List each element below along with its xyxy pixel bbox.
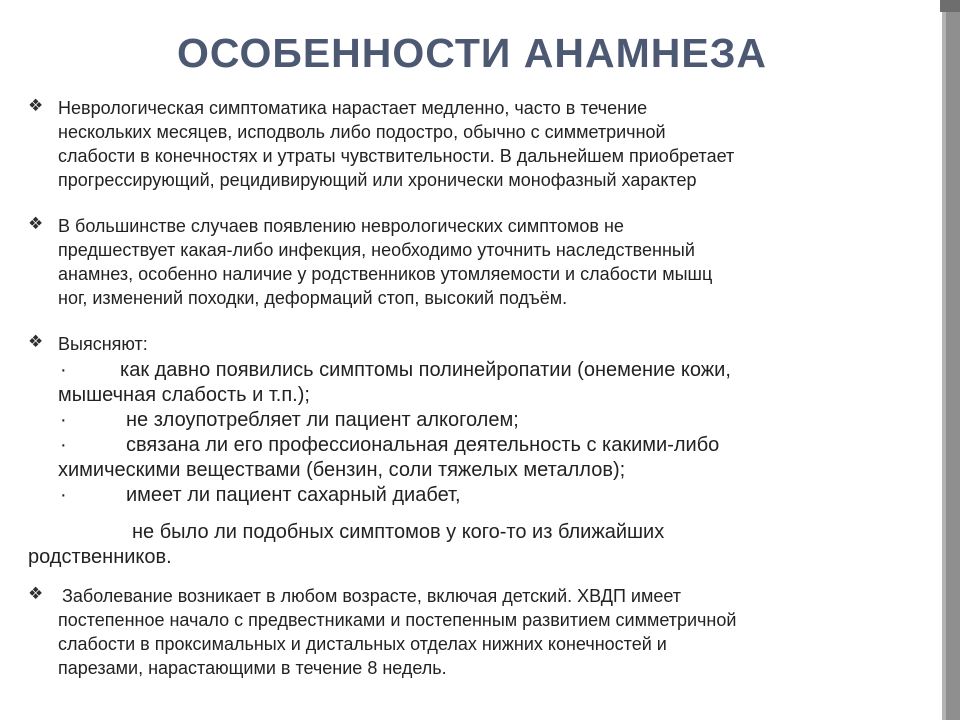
list-item-text: как давно появились симптомы полинейропатии (онемение кожи, (120, 359, 731, 381)
diamond-bullet-icon: ❖ (28, 214, 44, 233)
list-item-text: связана ли его профессиональная деятельность с какими-либо (126, 434, 720, 456)
diamond-bullet-icon: ❖ (28, 332, 44, 351)
bullet-paragraph-1 (28, 96, 928, 192)
paragraph-1-text (58, 96, 928, 192)
paragraph-line: слабости в конечностях и утраты чувствительности. В дальнейшем приобретает (58, 146, 735, 166)
slide-title: ОСОБЕННОСТИ АНАМНЕЗА (176, 30, 768, 76)
slide-content (28, 96, 928, 680)
dot-bullet-icon: · (60, 484, 67, 506)
dot-bullet-icon: · (60, 409, 67, 431)
tail-line: не было ли подобных симптомов у кого-то из ближайших (132, 521, 665, 543)
corner-decoration (940, 0, 960, 12)
list-item (58, 358, 928, 408)
tail-line: родственников. (28, 546, 172, 568)
list-item-text: имеет ли пациент сахарный диабет, (126, 484, 461, 506)
paragraph-line: парезами, нарастающими в течение 8 недель. (58, 658, 447, 678)
list-item (58, 408, 928, 433)
paragraph-line: нескольких месяцев, исподволь либо подостро, обычно с симметричной (58, 122, 666, 142)
paragraph-line: ног, изменений походки, деформаций стоп, высокий подъём. (58, 288, 568, 308)
paragraph-2-text (58, 214, 928, 310)
right-decorative-band (942, 0, 960, 720)
list-item (58, 483, 928, 508)
list-item-text: не злоупотребляет ли пациент алкоголем; (126, 409, 519, 431)
paragraph-line: предшествует какая-либо инфекция, необходимо уточнить наследственный (58, 240, 695, 260)
paragraph-3-tail (28, 520, 928, 570)
bullet-paragraph-4 (28, 584, 928, 680)
list-item-text: мышечная слабость и т.п.); (58, 384, 310, 406)
paragraph-line: В большинстве случаев появлению неврологических симптомов не (58, 216, 624, 236)
paragraph-3-heading: Выясняют: (58, 334, 148, 354)
paragraph-3-items (58, 358, 928, 508)
paragraph-line: слабости в проксимальных и дистальных отделах нижних конечностей и (58, 634, 667, 654)
list-item-text: химическими веществами (бензин, соли тяжелых металлов); (58, 459, 626, 481)
paragraph-4-text (58, 584, 928, 680)
dot-bullet-icon: · (60, 434, 67, 456)
list-item (58, 433, 928, 483)
paragraph-line: Неврологическая симптоматика нарастает медленно, часто в течение (58, 98, 648, 118)
paragraph-line: анамнез, особенно наличие у родственников утомляемости и слабости мышц (58, 264, 713, 284)
diamond-bullet-icon: ❖ (28, 96, 44, 115)
diamond-bullet-icon: ❖ (28, 584, 44, 603)
paragraph-line: прогрессирующий, рецидивирующий или хронически монофазный характер (58, 170, 697, 190)
paragraph-line: Заболевание возникает в любом возрасте, включая детский. ХВДП имеет (62, 586, 681, 606)
paragraph-line: постепенное начало с предвестниками и постепенным развитием симметричной (58, 610, 737, 630)
dot-bullet-icon: · (60, 359, 67, 381)
bullet-paragraph-3 (28, 332, 928, 508)
bullet-paragraph-2 (28, 214, 928, 310)
